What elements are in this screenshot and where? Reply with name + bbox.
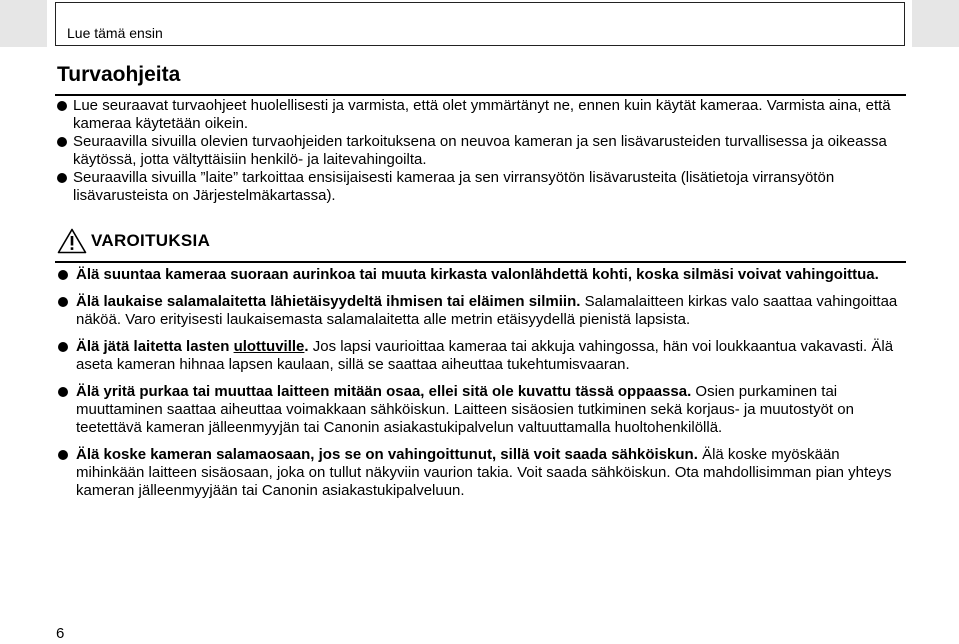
intro-list	[55, 97, 910, 205]
warning-item-bold: Älä laukaise salamalaitetta lähietäisyydeltä ihmisen tai eläimen silmiin.	[76, 293, 581, 310]
intro-item-text: Seuraavilla sivuilla ”laite” tarkoittaa ensisijaisesti kameraa ja sen virransyötön lisävarusteita (lisätietoja virransyötön lisävarusteista on Järjestelmäkartassa).	[73, 169, 835, 204]
corner-tab-left	[0, 0, 47, 47]
corner-tab-right	[912, 0, 959, 47]
warning-item	[55, 383, 910, 437]
warning-item-text: Älä koske myöskään mihinkään laitteen sisäosaan, joka on tullut näkyviin vaurion takia. Voit saada sähköiskun. Ota mahdollisimman pian yhteys kameran jälleenmyyjään tai Canonin asiakastukipalveluun.	[76, 446, 892, 499]
warning-triangle-icon	[57, 228, 87, 254]
bullet-icon	[58, 297, 68, 307]
warning-title: VAROITUKSIA	[91, 231, 211, 250]
warning-item-bold: Älä koske kameran salamaosaan, jos se on vahingoittunut, sillä voit saada sähköiskun.	[76, 446, 698, 463]
intro-item	[55, 133, 910, 169]
bullet-icon	[58, 450, 68, 460]
warning-list	[55, 266, 910, 509]
bullet-icon	[58, 387, 68, 397]
warning-item-text: Osien purkaminen tai muuttaminen saattaa aiheuttaa voimakkaan sähköiskun. Laitteen sisäosien tutkiminen sekä korjaus- ja muutostyöt on teetettävä kameran jälleenmyyjän tai Canonin asiakastukipalvelun valtuuttamalla huoltohenkilöllä.	[76, 383, 854, 436]
warning-item-bold: Älä yritä purkaa tai muuttaa laitteen mitään osaa, ellei sitä ole kuvattu tässä oppaassa.	[76, 383, 692, 400]
page-number: 6	[56, 625, 65, 642]
section-header-label: Lue tämä ensin	[67, 25, 163, 41]
section-header-box	[55, 2, 905, 46]
warning-item	[55, 338, 910, 374]
title-divider	[55, 94, 906, 96]
warning-heading	[57, 228, 210, 254]
bullet-icon	[58, 270, 68, 280]
bullet-icon	[57, 173, 67, 183]
bullet-icon	[58, 342, 68, 352]
warning-item	[55, 293, 910, 329]
warning-item-bold: Älä suuntaa kameraa suoraan aurinkoa tai muuta kirkasta valonlähdettä kohti, koska silmäsi voivat vahingoittua.	[76, 266, 879, 283]
intro-item-text: Seuraavilla sivuilla olevien turvaohjeiden tarkoituksena on neuvoa kameran ja sen lisävarusteiden turvallisessa ja oikeassa käytössä, jotta vältyttäisiin henkilö- ja laitevahingoilta.	[73, 133, 887, 168]
warning-divider	[55, 261, 906, 263]
bullet-icon	[57, 101, 67, 111]
warning-item	[55, 266, 910, 284]
warning-item-bold: .	[304, 338, 309, 355]
intro-item	[55, 169, 910, 205]
warning-item-text: Salamalaitteen kirkas valo saattaa vahingoittaa näköä. Varo erityisesti laukaisemasta salamalaitetta alle metrin etäisyydellä pienistä lapsista.	[76, 293, 898, 328]
warning-item	[55, 446, 910, 500]
intro-item	[55, 97, 910, 133]
intro-item-text: Lue seuraavat turvaohjeet huolellisesti ja varmista, että olet ymmärtänyt ne, ennen kuin käytät kameraa. Varmista aina, että kameraa käytetään oikein.	[73, 97, 891, 132]
warning-item-bold-underline: ulottuville	[233, 338, 305, 355]
warning-item-text: Jos lapsi vaurioittaa kameraa tai akkuja vahingossa, hän voi loukkaantua vakavasti. Älä aseta kameran hihnaa lapsen kaulaan, sillä se saattaa aiheuttaa tukehtumisvaaran.	[76, 338, 894, 373]
warning-item-bold: Älä jätä laitetta lasten	[76, 338, 234, 355]
page-title: Turvaohjeita	[57, 63, 181, 86]
bullet-icon	[57, 137, 67, 147]
